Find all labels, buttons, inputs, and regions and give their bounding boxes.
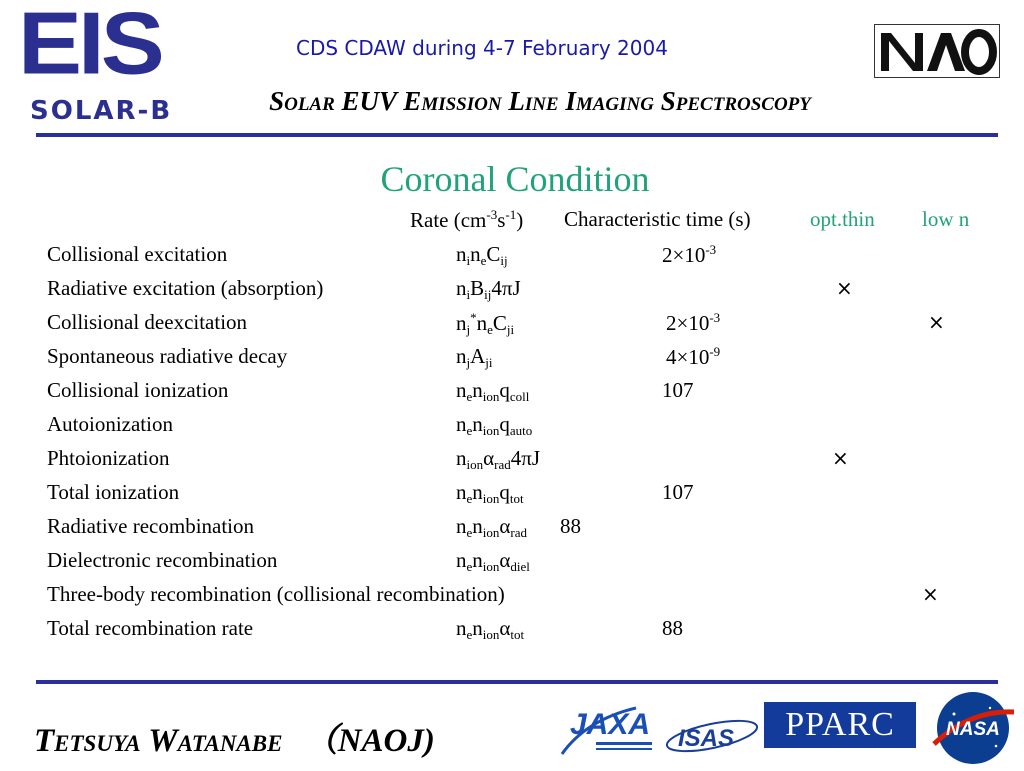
solar-b-logo-text: SOLAR-B	[30, 96, 173, 126]
rate-expression: $n_en_{ion}q_{coll}$	[456, 378, 530, 404]
rate-expression: $n_en_{ion}q_{tot}$	[456, 480, 524, 506]
slide-subtitle: Solar EUV Emission Line Imaging Spectroscopy	[269, 86, 811, 116]
nao-logo-graphic	[875, 25, 999, 77]
process-name: Collisional ionization	[47, 378, 229, 402]
isas-logo-text: ISAS	[678, 725, 735, 752]
table-row	[0, 548, 1024, 582]
author-affiliation: （NAOJ)	[304, 723, 435, 759]
rate-header-exp1: -3	[486, 207, 498, 222]
table-row	[0, 310, 1024, 344]
rate-expression: $n_j^*n_eC_{ji}$	[456, 310, 515, 337]
author-line	[34, 714, 435, 761]
process-name: Collisional excitation	[47, 242, 228, 266]
rate-expression: $n_iB_{ij}4\pi J$	[456, 276, 521, 302]
opt-thin-cross-mark: ×	[832, 446, 849, 470]
low-n-cross-mark: ×	[922, 582, 939, 606]
table-row	[0, 480, 1024, 514]
nao-logo	[874, 24, 1000, 78]
rate-expression: $n_{ion}\alpha_{rad}4\pi J$	[456, 446, 541, 472]
process-name: Total recombination rate	[47, 616, 254, 640]
table-row	[0, 378, 1024, 412]
isas-logo-graphic	[664, 716, 760, 756]
column-header-opt-thin: opt.thin	[810, 207, 875, 231]
jaxa-logo	[556, 700, 660, 760]
column-header-time: Characteristic time (s)	[564, 207, 751, 231]
characteristic-time: $4\times 10^{-9}$	[666, 344, 721, 369]
pparc-logo	[764, 702, 916, 748]
column-header-rate	[410, 207, 523, 233]
process-name: Collisional deexcitation	[47, 310, 248, 334]
pparc-logo-text: PPARC	[785, 706, 895, 743]
author-name: Tetsuya Watanabe	[34, 723, 283, 759]
table-row	[0, 412, 1024, 446]
table-row	[0, 276, 1024, 310]
rate-expression: $n_jA_{ji}$	[456, 344, 493, 370]
process-name: Three-body recombination (collisional recombination)	[47, 582, 505, 606]
rate-expression: $n_en_{ion}\alpha_{diel}$	[456, 548, 530, 574]
nasa-meatball-graphic	[930, 690, 1016, 766]
table-row	[0, 446, 1024, 480]
process-name: Spontaneous radiative decay	[47, 344, 288, 368]
low-n-cross-mark: ×	[928, 310, 945, 334]
characteristic-time: $2\times 10^{-3}$	[662, 242, 717, 267]
nasa-logo	[930, 690, 1016, 766]
isas-logo	[664, 716, 760, 756]
jaxa-logo-graphic	[556, 700, 660, 760]
characteristic-time: 107	[662, 480, 694, 504]
rate-header-suffix: )	[516, 208, 524, 232]
table-row	[0, 242, 1024, 276]
table-row	[0, 514, 1024, 548]
process-name: Dielectronic recombination	[47, 548, 278, 572]
process-name: Radiative excitation (absorption)	[47, 276, 324, 300]
opt-thin-cross-mark: ×	[836, 276, 853, 300]
process-name: Radiative recombination	[47, 514, 255, 538]
rate-header-prefix: Rate (cm	[410, 208, 487, 232]
footer-rule	[36, 680, 998, 684]
header-rule	[36, 133, 998, 137]
table-row	[0, 582, 1024, 616]
process-name: Autoionization	[47, 412, 173, 436]
table-row	[0, 344, 1024, 378]
characteristic-time: 88	[662, 616, 683, 640]
rate-expression: $n_in_eC_{ij}$	[456, 242, 508, 268]
rate-header-mid: s	[497, 208, 506, 232]
nasa-logo-text: NASA	[946, 719, 1000, 740]
characteristic-time: 88	[560, 514, 581, 538]
characteristic-time: $2\times 10^{-3}$	[666, 310, 721, 335]
jaxa-logo-text: JAXA	[570, 708, 651, 741]
rate-expression: $n_en_{ion}q_{auto}$	[456, 412, 533, 438]
eis-logo: EIS	[18, 0, 161, 93]
column-header-low-n: low n	[922, 207, 970, 231]
process-name: Total ionization	[47, 480, 180, 504]
process-name: Phtoionization	[47, 446, 170, 470]
rate-expression: $n_en_{ion}\alpha_{tot}$	[456, 616, 525, 642]
page-title: Coronal Condition	[380, 159, 650, 199]
table-row	[0, 616, 1024, 650]
rate-header-exp2: -1	[505, 207, 517, 222]
rate-expression: $n_en_{ion}\alpha_{rad}$	[456, 514, 528, 540]
conference-line: CDS CDAW during 4-7 February 2004	[296, 36, 668, 60]
characteristic-time: 107	[662, 378, 694, 402]
